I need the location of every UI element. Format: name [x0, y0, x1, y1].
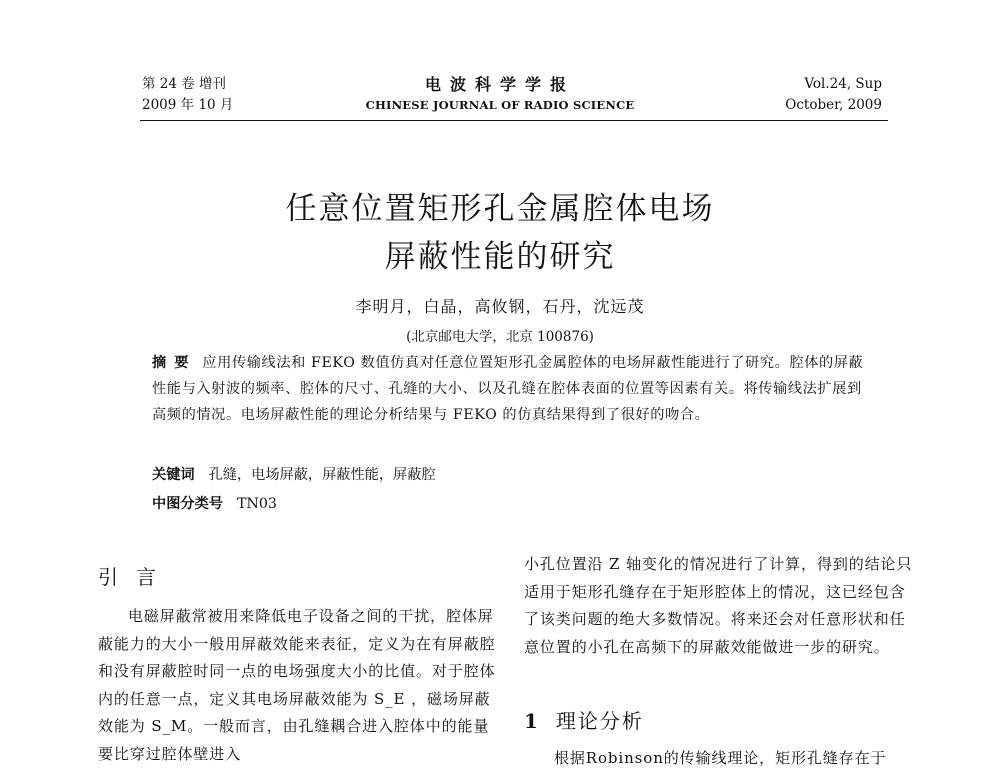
section-1-paragraph: 根据Robinson的传输线理论，矩形孔缝存在于	[554, 749, 887, 767]
right-column-paragraph: 小孔位置沿 Z 轴变化的情况进行了计算，得到的结论只适用于矩形孔缝存在于矩形腔体上的情况，这已经包含了该类问题的绝大多数情况。将来还会对任意形状和任意位置的小孔在高频下的屏蔽效能做进一步的研究。	[524, 555, 913, 656]
section-1-number: 1	[524, 709, 540, 733]
classification-label: 中图分类号	[152, 496, 223, 512]
intro-heading: 引言	[98, 565, 174, 589]
paper-title	[0, 185, 1000, 281]
header-rule	[140, 120, 888, 121]
section-1-title: 理论分析	[555, 709, 644, 733]
section-1-heading	[524, 705, 644, 734]
authors: 李明月，白晶，高攸钢，石丹，沈远茂	[355, 297, 645, 316]
classification-code: TN03	[236, 496, 277, 512]
keywords-text: 孔缝，电场屏蔽，屏蔽性能，屏蔽腔	[208, 467, 436, 483]
date-en: October, 2009	[785, 97, 882, 113]
header-right	[785, 74, 882, 116]
journal-name-cn: 电波科学学报	[424, 75, 575, 94]
affiliation: (北京邮电大学，北京 100876)	[406, 329, 594, 345]
abstract	[152, 350, 872, 428]
volume-cn: 第 24 卷 增刊	[142, 76, 227, 92]
volume-en: Vol.24, Sup	[804, 76, 882, 92]
journal-name-en: CHINESE JOURNAL OF RADIO SCIENCE	[365, 98, 635, 112]
abstract-label: 摘要	[152, 355, 197, 371]
classification	[152, 491, 277, 517]
date-cn: 2009 年 10 月	[142, 97, 234, 113]
title-line-1: 任意位置矩形孔金属腔体电场	[285, 191, 715, 227]
abstract-text: 应用传输线法和 FEKO 数值仿真对任意位置矩形孔金属腔体的电场屏蔽性能进行了研究。腔体的屏蔽性能与入射波的频率、腔体的尺寸、孔缝的大小、以及孔缝在腔体表面的位置等因素有关。将传输线法扩展到高频的情况。电场屏蔽性能的理论分析结果与 FEKO 的仿真结果得到了很好的吻合。	[152, 355, 864, 423]
title-line-2: 屏蔽性能的研究	[384, 239, 616, 275]
keywords-label: 关键词	[152, 467, 195, 483]
keywords	[152, 462, 436, 488]
intro-paragraph: 电磁屏蔽常被用来降低电子设备之间的干扰，腔体屏蔽能力的大小一般用屏蔽效能来表征，定义为在有屏蔽腔和没有屏蔽腔时同一点的电场强度大小的比值。对于腔体内的任意一点，定义其电场屏蔽效能为 S_E ，磁场屏蔽效能为 S_M。一般而言，由孔缝耦合进入腔体中的能量要比穿过腔体壁进入	[98, 607, 496, 763]
